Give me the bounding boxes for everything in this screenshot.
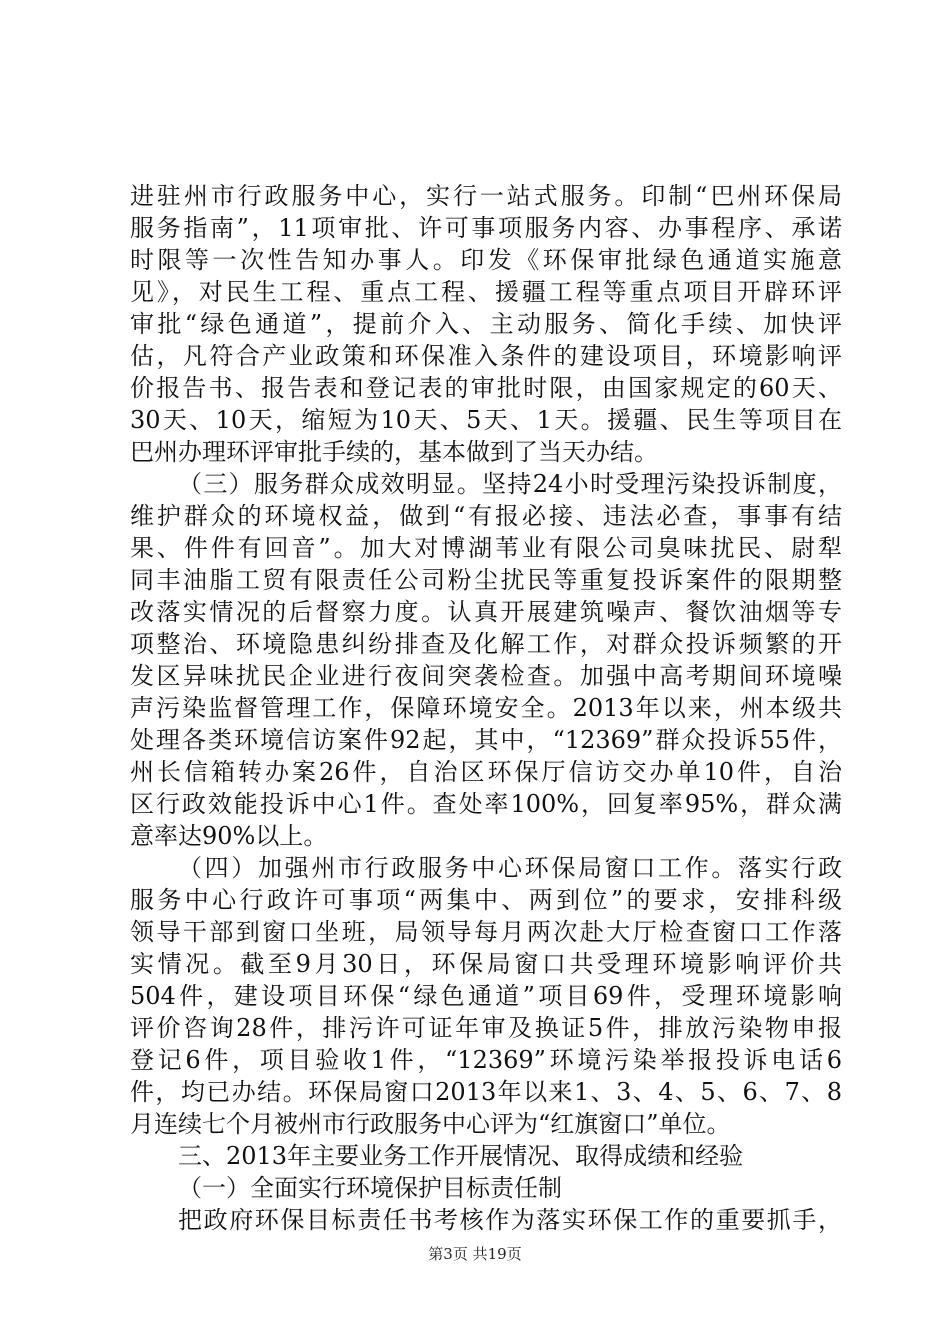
text-line: 审批“绿色通道”，提前介入、主动服务、简化手续、加快评 <box>130 310 842 338</box>
page-number-footer: 第3页 共19页 <box>428 1245 522 1263</box>
text-line: 项整治、环境隐患纠纷排查及化解工作，对群众投诉频繁的开 <box>130 630 842 658</box>
text-line: 实情况。截至9月30日，环保局窗口共受理环境影响评价共 <box>130 950 842 978</box>
text-line: 州长信箱转办案26件，自治区环保厅信访交办单10件，自治 <box>130 758 842 786</box>
text-line: 登记6件，项目验收1件，“12369”环境污染举报投诉电话6 <box>130 1046 842 1074</box>
text-line: 区行政效能投诉中心1件。查处率100%，回复率95%，群众满 <box>130 790 842 818</box>
text-line: 服务中心行政许可事项“两集中、两到位”的要求，安排科级 <box>130 886 842 914</box>
text-line: 改落实情况的后督察力度。认真开展建筑噪声、餐饮油烟等专 <box>130 598 842 626</box>
text-line: 件，均已办结。环保局窗口2013年以来1、3、4、5、6、7、8 <box>130 1078 842 1106</box>
text-line: 处理各类环境信访案件92起，其中，“12369”群众投诉55件， <box>130 726 842 754</box>
text-line: 时限等一次性告知办事人。印发《环保审批绿色通道实施意 <box>130 246 842 274</box>
text-line: 评价咨询28件，排污许可证年审及换证5件，排放污染物申报 <box>130 1014 842 1042</box>
text-line: 巴州办理环评审批手续的，基本做到了当天办结。 <box>130 438 658 466</box>
text-line: 领导干部到窗口坐班，局领导每月两次赴大厅检查窗口工作落 <box>130 918 842 946</box>
text-line: 维护群众的环境权益，做到“有报必接、违法必查，事事有结 <box>130 502 842 530</box>
text-line: 同丰油脂工贸有限责任公司粉尘扰民等重复投诉案件的限期整 <box>130 566 842 594</box>
section-paragraph-start: （三）服务群众成效明显。坚持24小时受理污染投诉制度， <box>178 470 842 498</box>
text-line: 月连续七个月被州市行政服务中心评为“红旗窗口”单位。 <box>130 1110 731 1138</box>
section-heading: 三、2013年主要业务工作开展情况、取得成绩和经验 <box>178 1142 744 1170</box>
section-paragraph-start: （四）加强州市行政服务中心环保局窗口工作。落实行政 <box>178 854 842 882</box>
text-line: 服务指南”，11项审批、许可事项服务内容、办事程序、承诺 <box>130 214 842 242</box>
text-line: 发区异味扰民企业进行夜间突袭检查。加强中高考期间环境噪 <box>130 662 842 690</box>
text-line: 意率达90%以上。 <box>130 822 328 850</box>
subsection-heading: （一）全面实行环境保护目标责任制 <box>178 1174 562 1202</box>
text-line: 见》，对民生工程、重点工程、援疆工程等重点项目开辟环评 <box>130 278 842 306</box>
text-line: 504件，建设项目环保“绿色通道”项目69件，受理环境影响 <box>130 982 842 1010</box>
text-line: 果、件件有回音”。加大对博湖苇业有限公司臭味扰民、尉犁 <box>130 534 842 562</box>
text-line: 价报告书、报告表和登记表的审批时限，由国家规定的60天、 <box>130 374 842 402</box>
text-line: 30天、10天，缩短为10天、5天、1天。援疆、民生等项目在 <box>130 406 842 434</box>
text-line: 估，凡符合产业政策和环保准入条件的建设项目，环境影响评 <box>130 342 842 370</box>
text-line: 声污染监督管理工作，保障环境安全。2013年以来，州本级共 <box>130 694 842 722</box>
text-line: 进驻州市行政服务中心，实行一站式服务。印制“巴州环保局 <box>130 182 842 210</box>
section-paragraph-start: 把政府环保目标责任书考核作为落实环保工作的重要抓手， <box>178 1206 842 1234</box>
